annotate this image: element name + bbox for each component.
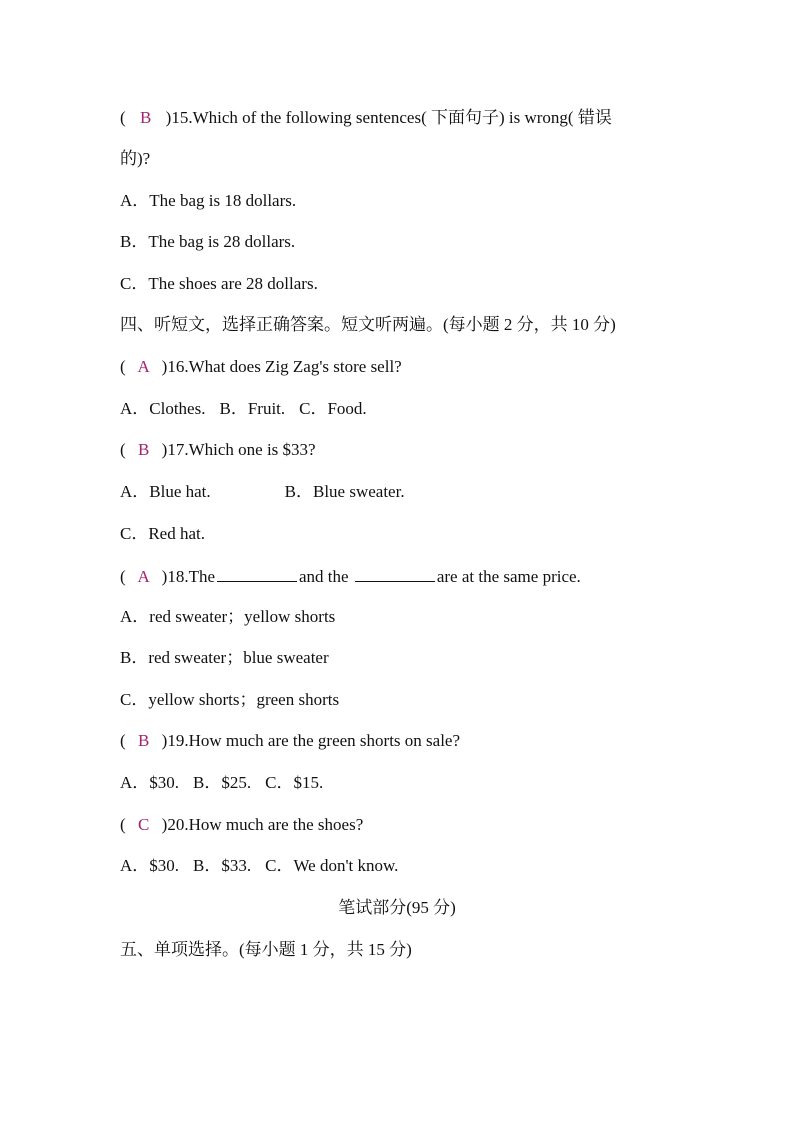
question-20 <box>120 815 363 835</box>
q15-option-c: C．The shoes are 28 dollars. <box>120 274 318 293</box>
q16-options <box>120 399 367 419</box>
answer-17: B <box>138 440 150 459</box>
section-4-heading: 四、听短文，选择正确答案。短文听两遍。(每小题 2 分，共 10 分) <box>120 315 616 334</box>
question-17 <box>120 440 316 460</box>
q15-option-b: B．The bag is 28 dollars. <box>120 232 296 251</box>
answer-19: B <box>138 731 150 750</box>
q16-option-c: C．Food. <box>299 399 367 418</box>
q15-option-a: A．The bag is 18 dollars. <box>120 191 297 210</box>
answer-blank-1 <box>217 565 297 582</box>
question-17-text: )17.Which one is $33? <box>161 440 316 459</box>
answer-18: A <box>137 567 150 586</box>
q18-option-c: C．yellow shorts；green shorts <box>120 690 340 709</box>
q19-option-c: C．$15. <box>265 773 324 792</box>
q19-options <box>120 773 323 793</box>
question-19-text: )19.How much are the green shorts on sale? <box>161 731 461 750</box>
question-18-text-c: are at the same price. <box>436 567 581 586</box>
q19-option-a: A．$30. <box>120 773 180 792</box>
answer-20: C <box>138 815 150 834</box>
q20-option-b: B．$33. <box>193 856 252 875</box>
answer-blank-2 <box>355 565 435 582</box>
q16-option-b: B．Fruit. <box>219 399 286 418</box>
answer-15: B <box>140 108 152 127</box>
written-part-heading: 笔试部分(95 分) <box>338 898 456 917</box>
open-paren: ( <box>120 731 126 750</box>
question-16-text: )16.What does Zig Zag's store sell? <box>161 357 402 376</box>
open-paren: ( <box>120 567 126 586</box>
q20-options <box>120 856 398 876</box>
question-19 <box>120 731 460 751</box>
open-paren: ( <box>120 357 126 376</box>
open-paren: ( <box>120 108 126 127</box>
q18-option-b: B．red sweater；blue sweater <box>120 648 329 667</box>
answer-16: A <box>137 357 150 376</box>
q19-option-b: B．$25. <box>193 773 252 792</box>
question-15-text: )15.Which of the following sentences( 下面句子) is wrong( 错误 <box>165 108 612 127</box>
section-5-heading: 五、单项选择。(每小题 1 分，共 15 分) <box>120 940 412 959</box>
q18-option-a: A．red sweater；yellow shorts <box>120 607 336 626</box>
q20-option-c: C．We don't know. <box>265 856 399 875</box>
q20-option-a: A．$30. <box>120 856 180 875</box>
q16-option-a: A．Clothes. <box>120 399 206 418</box>
open-paren: ( <box>120 815 126 834</box>
question-16 <box>120 357 402 377</box>
question-18 <box>120 565 581 587</box>
question-20-text: )20.How much are the shoes? <box>161 815 364 834</box>
question-15-continued: 的)? <box>120 149 151 168</box>
q17-options <box>120 482 405 502</box>
q17-option-a: A．Blue hat. <box>120 482 211 501</box>
question-18-text-a: )18.The <box>161 567 216 586</box>
open-paren: ( <box>120 440 126 459</box>
question-15 <box>120 108 612 128</box>
question-18-text-b: and the <box>299 567 349 586</box>
q17-option-b: B．Blue sweater. <box>284 482 405 501</box>
q17-option-c: C．Red hat. <box>120 524 205 543</box>
